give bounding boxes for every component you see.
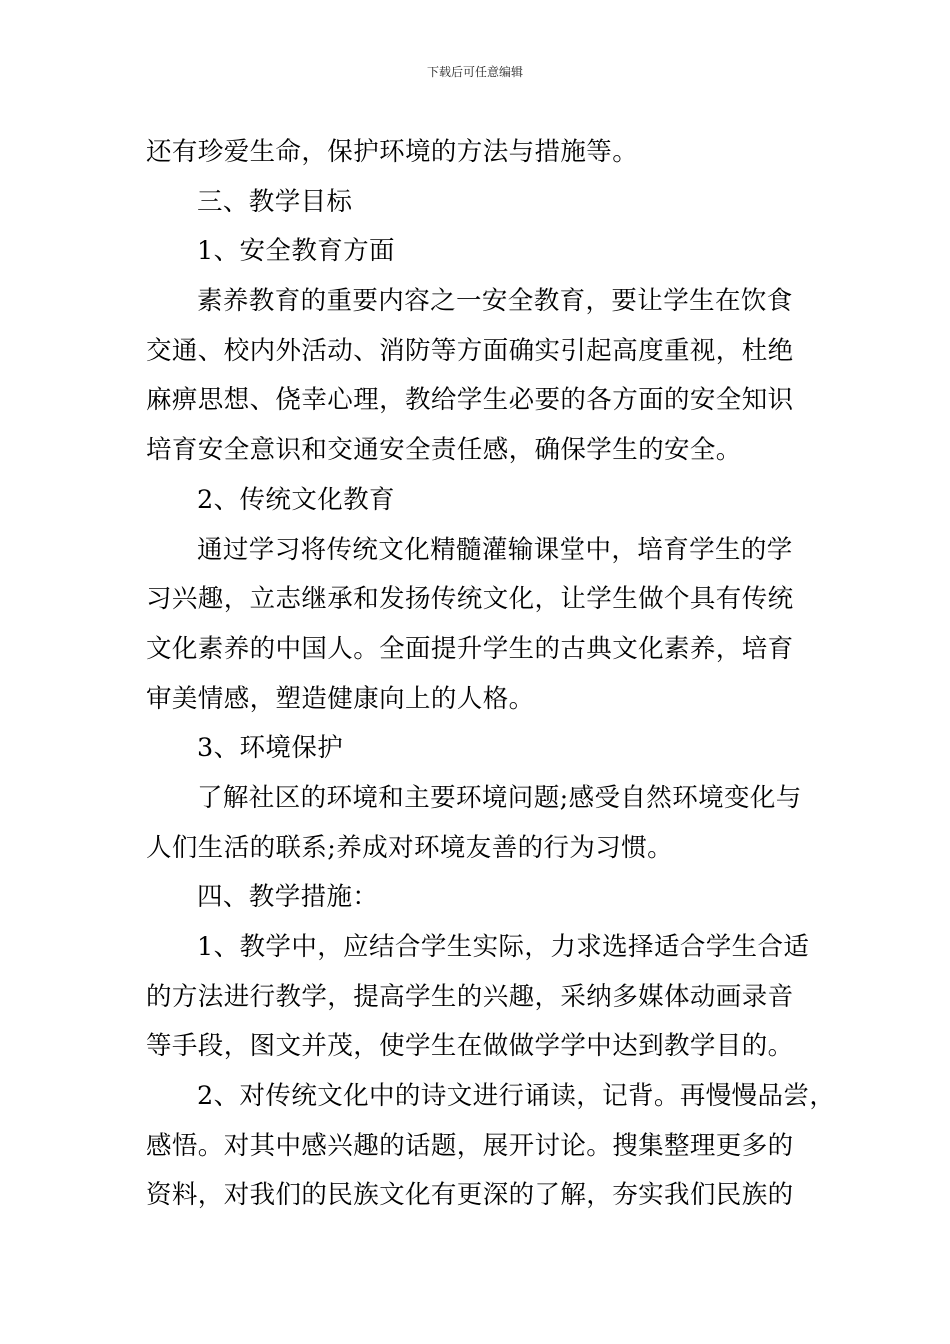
paragraph-line: 素养教育的重要内容之一安全教育，要让学生在饮食 (197, 286, 793, 317)
page-header: 下载后可任意编辑 (426, 65, 523, 79)
paragraph-line: 审美情感，塑造健康向上的人格。 (146, 683, 535, 714)
paragraph-line: 等手段，图文并茂，使学生在做做学学中达到教学目的。 (146, 1031, 794, 1062)
paragraph-line: 资料，对我们的民族文化有更深的了解，夯实我们民族的 (146, 1180, 794, 1211)
document-body (146, 128, 836, 1221)
paragraph-line: 习兴趣，立志继承和发扬传统文化，让学生做个具有传统 (146, 584, 794, 615)
paragraph-line: 人们生活的联系;养成对环境友善的行为习惯。 (146, 832, 673, 863)
subsection-heading: 1、安全教育方面 (197, 236, 395, 267)
paragraph-line: 感悟。对其中感兴趣的话题，展开讨论。搜集整理更多的 (146, 1130, 794, 1161)
paragraph-line: 交通、校内外活动、消防等方面确实引起高度重视，杜绝 (146, 335, 794, 366)
paragraph-line: 的方法进行教学，提高学生的兴趣，采纳多媒体动画录音 (146, 981, 794, 1012)
paragraph-line: 1、教学中，应结合学生实际，力求选择适合学生合适 (197, 932, 810, 962)
subsection-heading: 2、传统文化教育 (197, 484, 395, 515)
paragraph-line: 了解社区的环境和主要环境问题;感受自然环境变化与 (197, 782, 802, 813)
paragraph-line: 麻痹思想、侥幸心理，教给学生必要的各方面的安全知识 (146, 385, 794, 416)
section-heading: 三、教学目标 (197, 186, 353, 217)
subsection-heading: 3、环境保护 (197, 733, 344, 764)
text-line: 还有珍爱生命，保护环境的方法与措施等。 (146, 137, 639, 167)
paragraph-line: 2、对传统文化中的诗文进行诵读，记背。再慢慢品尝， (197, 1081, 836, 1112)
paragraph-line: 文化素养的中国人。全面提升学生的古典文化素养，培育 (146, 633, 794, 664)
paragraph-line: 通过学习将传统文化精髓灌输课堂中，培育学生的学 (197, 534, 793, 565)
paragraph-line: 培育安全意识和交通安全责任感，确保学生的安全。 (146, 435, 742, 466)
section-heading: 四、教学措施： (197, 882, 379, 913)
